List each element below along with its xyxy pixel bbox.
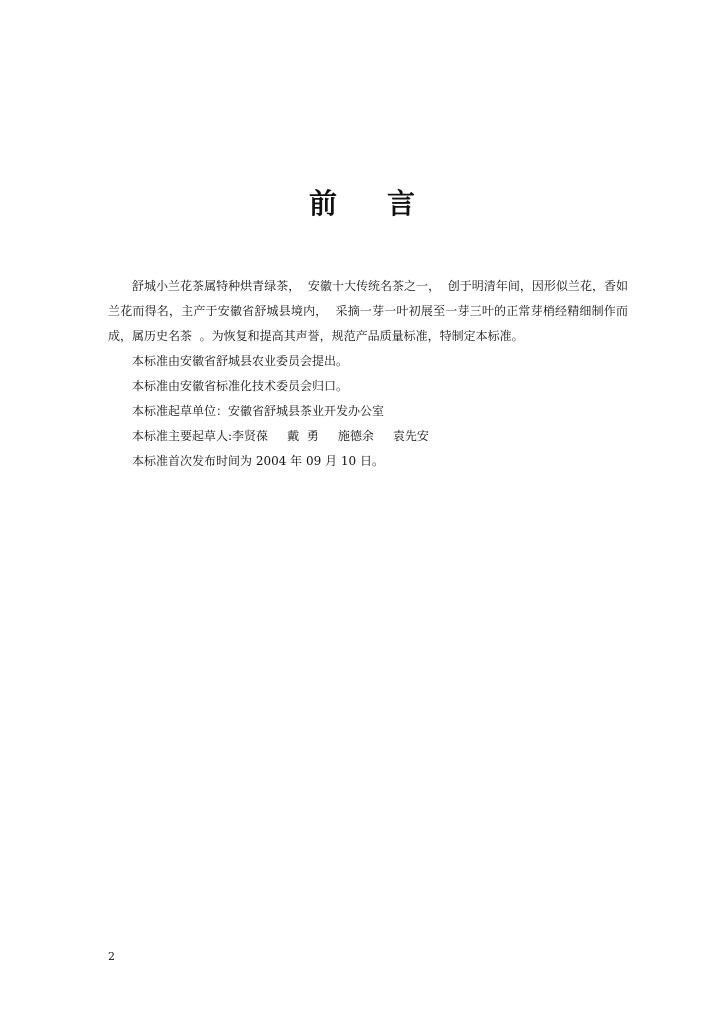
page-title-char-2: 言 [387, 187, 416, 220]
foreword-paragraph-drafting-unit: 本标准起草单位：安徽省舒城县茶业开发办公室 [132, 404, 385, 418]
page-title-char-1: 前 [308, 187, 387, 220]
page-title [0, 186, 724, 222]
page-number: 2 [108, 950, 115, 963]
foreword-body [108, 274, 628, 474]
foreword-paragraph-drafters: 本标准主要起草人:李贤葆 戴 勇 施德余 袁先安 [132, 429, 429, 443]
foreword-paragraph-intro: 舒城小兰花茶属特种烘青绿茶， 安徽十大传统名茶之一， 创于明清年间，因形似兰花，香如兰花而得名，主产于安徽省舒城县境内， 采摘一芽一叶初展至一芽三叶的正常芽梢经精细制作而成，属历史名茶 。为恢复和提高其声誉，规范产品质量标准，特制定本标准。 [108, 279, 628, 343]
foreword-paragraph-administrator: 本标准由安徽省标准化技术委员会归口。 [132, 379, 349, 393]
foreword-paragraph-release-date: 本标准首次发布时间为 2004 年 09 月 10 日。 [132, 454, 384, 468]
foreword-paragraph-proposer: 本标准由安徽省舒城县农业委员会提出。 [132, 354, 349, 368]
